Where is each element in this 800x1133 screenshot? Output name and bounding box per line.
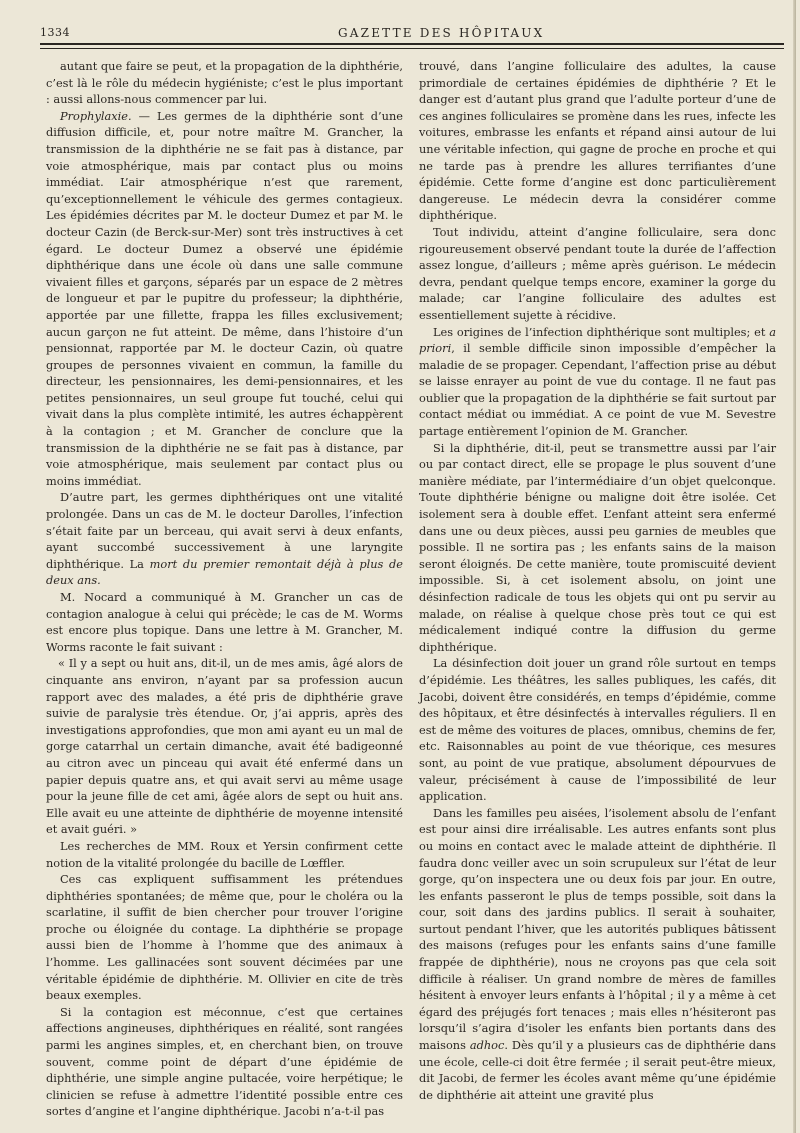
paragraph-text: trouvé, dans l’angine folliculaire des adultes, la cause primordiale de certaines épidémies de diphthérie ? Et le danger est d’autant plus grand que l’adulte porteur d’une de ces angines folliculaires se promène dans les rues, infecte les voitures, embrasse les enfants et répand ainsi autour de lui une véritable infection, qui gagne de proche en proche et qui ne tarde pas à prendre les allures terrifiantes d’une épidémie. Cette forme d’angine est donc particulièrement dangereuse. Le médecin devra la considérer comme diphthérique. [419, 59, 776, 223]
paragraph [46, 871, 403, 1004]
paragraph-text: « Il y a sept ou huit ans, dit-il, un de mes amis, âgé alors de cinquante ans environ, n’ayant par sa profession aucun rapport avec des malades, a été pris de diphthérie grave suivie de paralysie très étendue. Or, j’ai appris, après des investigations approfondies, que mon ami ayant eu un mal de gorge catarrhal un certain dimanche, avait été badigeonné au citron avec un pinceau qui avait été enfermé dans un papier depuis quatre ans, et qui avait servi au même usage pour la jeune fille de cet ami, âgée alors de sept ou huit ans. Elle avait eu une atteinte de diphthérie de moyenne intensité et avait guéri. » [46, 656, 403, 837]
paragraph-text: Si la contagion est méconnue, c’est que certaines affections angineuses, diphthériques en réalité, sont rangées parmi les angines simples, et, en cherchant bien, on trouve souvent, comme point de départ d’une épidémie de diphthérie, une simple angine pultacée, voire herpétique; le clinicien se refuse à admettre l’identité possible entre ces sortes d’angine et l’angine diphthérique. Jacobi n’a-t-il pas [46, 1004, 403, 1119]
page-edge [793, 0, 796, 1133]
header-rule-thick [40, 43, 784, 45]
paragraph [46, 655, 403, 838]
paragraph [419, 58, 776, 224]
italic-text: mort du premier remontait déjà à plus de deux ans. [46, 556, 404, 588]
paragraph [46, 489, 403, 589]
paragraph [419, 224, 776, 324]
paragraph [46, 58, 403, 108]
italic-text: Prophylaxie. [60, 108, 132, 123]
paragraph [419, 440, 776, 656]
paragraph-text: Tout individu, atteint d’angine folliculaire, sera donc rigoureusement observé pendant toute la durée de l’affection assez longue, d’ailleurs ; même après guérison. Le médecin devra, pendant quelque temps encore, examiner la gorge du malade; car l’angine folliculaire des adultes est essentiellement sujette à récidive. [419, 224, 776, 322]
paragraph [419, 805, 776, 1104]
paragraph-text: D’autre part, les germes diphthériques ont une vitalité prolongée. Dans un cas de M. le docteur Darolles, l’infection s’était faite par un berceau, qui avait servi à deux enfants, ayant succombé successivement à une laryngite diphthérique. La [46, 490, 403, 571]
paragraph-text: Ces cas expliquent suffisamment les prétendues diphthéries spontanées; de même que, pour le choléra ou la scarlatine, il suffit de bien chercher pour trouver l’origine proche ou éloignée du contage. La diphthérie se propage aussi bien de l’homme à l’homme que des animaux à l’homme. Les gallinacées sont souvent décimées par une véritable épidémie de diphthérie. M. Ollivier en cite de très beaux exemples. [46, 872, 403, 1003]
paragraph [46, 108, 403, 490]
page-header [40, 24, 784, 42]
italic-text: adhoc [469, 1038, 505, 1053]
right-column [419, 58, 776, 1120]
paragraph-text: Les recherches de MM. Roux et Yersin confirment cette notion de la vitalité prolongée du bacille de Lœffler. [46, 838, 403, 870]
paragraph [419, 655, 776, 804]
paragraph-text: M. Nocard a communiqué à M. Grancher un cas de contagion analogue à celui qui précède; le cas de M. Worms est encore plus topique. Dans une lettre à M. Grancher, M. Worms raconte le fait suivant : [46, 590, 403, 654]
paragraph-text: autant que faire se peut, et la propagation de la diphthérie, c’est là le rôle du médecin hygiéniste; c’est le plus important : aussi allons-nous commencer par lui. [46, 59, 403, 107]
running-title: GAZETTE DES HÔPITAUX [338, 26, 545, 40]
paragraph-text: Les origines de l’infection diphthérique sont multiples; et [433, 324, 770, 339]
paragraph-text: . Dès qu’il y a plusieurs cas de diphthérie dans une école, celle-ci doit être fermée ; il serait peut-être mieux, dit Jacobi, de fermer les écoles avant même qu’une épidémie de diphthérie ait atteint une gravité plus [419, 1038, 776, 1102]
header-rule-thin [40, 48, 784, 49]
paragraph [46, 589, 403, 655]
page-number: 1334 [40, 26, 70, 39]
paragraph [46, 1004, 403, 1120]
left-column [46, 58, 403, 1120]
paragraph [419, 324, 776, 440]
article-columns [46, 58, 776, 1120]
italic-text: a priori [419, 324, 776, 356]
paragraph-text: — Les germes de la diphthérie sont d’une diffusion difficile, et, pour notre maître M. Grancher, la transmission de la diphthérie ne se fait pas à distance, par voie atmosphérique, mais par contact plus ou moins immédiat. L’air atmosphérique n’est que rarement, qu’exceptionnellement le véhicule des germes contagieux. Les épidémies décrites par M. le docteur Dumez et par M. le docteur Cazin (de Berck-sur-Mer) sont très instructives à cet égard. Le docteur Dumez a observé une épidémie diphthérique dans une école où dans une salle commune vivaient filles et garçons, séparés par un espace de 2 mètres de longueur et par le pupitre du professeur; la diphthérie, apportée par une fillette, frappa les filles exclusivement; aucun garçon ne fut atteint. De même, dans l’histoire d’un pensionnat, rapportée par M. le docteur Cazin, où quatre groupes de personnes vivaient en commun, la famille du directeur, les pensionnaires, les demi-pensionnaires, et les petites pensionnaires, un seul groupe fut touché, celui qui vivait dans la plus complète intimité, les autres échappèrent à la contagion ; et M. Grancher de conclure que la transmission de la diphthérie ne se fait pas à distance, par voie atmosphérique, mais seulement par contact plus ou moins immédiat. [46, 108, 403, 488]
paragraph-text: La désinfection doit jouer un grand rôle surtout en temps d’épidémie. Les théâtres, les salles publiques, les cafés, dit Jacobi, doivent être considérés, en temps d’épidémie, comme des hôpitaux, et être désinfectés à intervalles réguliers. Il en est de même des voitures de places, omnibus, chemins de fer, etc. Raisonnables au point de vue théorique, ces mesures sont, au point de vue pratique, absolument dépourvues de valeur, précisément à cause de l’impossibilité de leur application. [419, 656, 776, 804]
paragraph [46, 838, 403, 871]
paragraph-text: , il semble difficile sinon impossible d’empêcher la maladie de se propager. Cependant, l’affection prise au début se laisse enrayer au point de vue du contage. Il ne faut pas oublier que la propagation de la diphthérie se fait surtout par contact médiat ou immédiat. A ce point de vue M. Sevestre partage entièrement l’opinion de M. Grancher. [419, 341, 776, 439]
paragraph-text: Dans les familles peu aisées, l’isolement absolu de l’enfant est pour ainsi dire irréalisable. Les autres enfants sont plus ou moins en contact avec le malade atteint de diphthérie. Il faudra donc veiller avec un soin scrupuleux sur l’état de leur gorge, qu’on inspectera une ou deux fois par jour. En outre, les enfants passeront le plus de temps possible, soit dans la cour, soit dans des jardins publics. Il serait à souhaiter, surtout pendant l’hiver, que les autorités publiques bâtissent des maisons (refuges pour les enfants sains d’une famille frappée de diphthérie), nous ne croyons pas que cela soit difficile à réaliser. Un grand nombre de mères de familles hésitent à envoyer leurs enfants à l’hôpital ; il y a même à cet égard des préjugés fort tenaces ; mais elles n’hésiteront pas lorsqu’il s’agira d’isoler les enfants bien portants dans des maisons [419, 805, 776, 1053]
paragraph-text: Si la diphthérie, dit-il, peut se transmettre aussi par l’air ou par contact direct, elle se propage le plus souvent d’une manière médiate, par l’intermédiaire d’un objet quelconque. Toute diphthérie bénigne ou maligne doit être isolée. Cet isolement sera à double effet. L’enfant atteint sera enfermé dans une ou deux pièces, aussi peu garnies de meubles que possible. Il ne sortira pas ; les enfants sains de la maison seront éloignés. De cette manière, toute promiscuité devient impossible. Si, à cet isolement absolu, on joint une désinfection radicale de tous les objets qui ont pu servir au malade, on réalise à quelque chose près tout ce qui est médicalement indiqué contre la diffusion du germe diphthérique. [419, 440, 776, 654]
